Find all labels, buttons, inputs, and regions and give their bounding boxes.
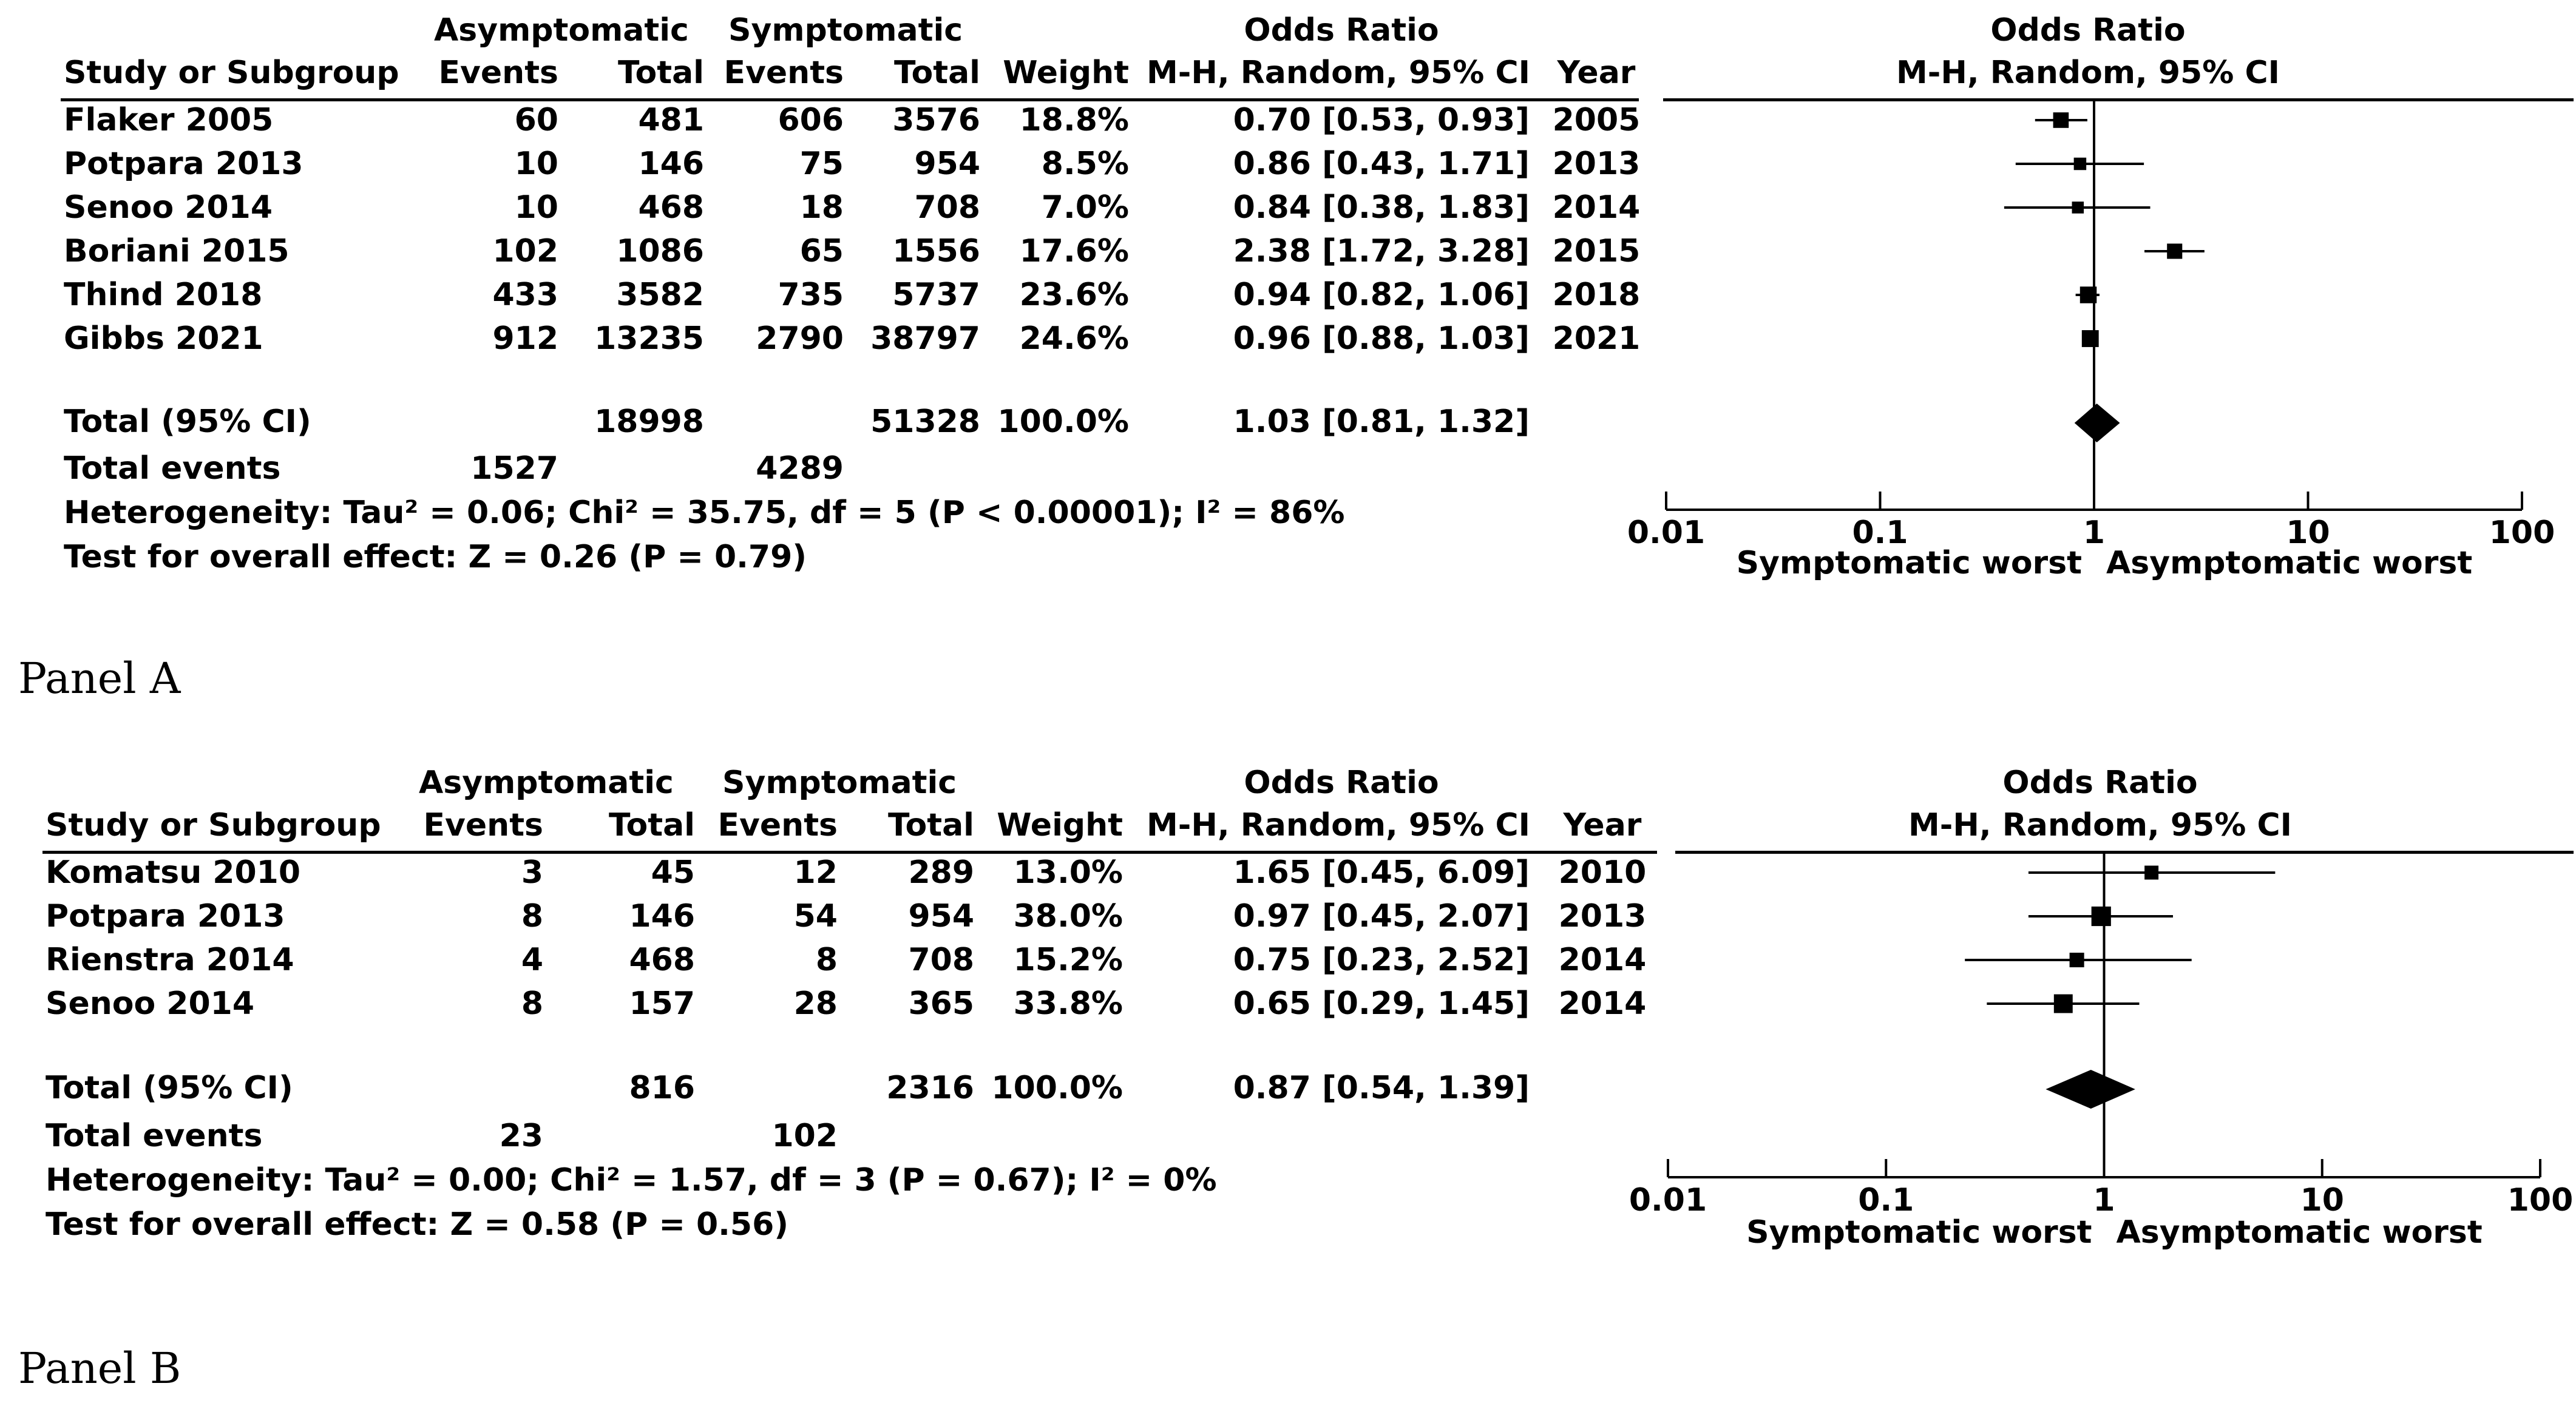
weight-value: 33.8% — [1013, 985, 1123, 1022]
column-effect: M-H, Random, 95% CI — [1147, 55, 1530, 91]
year-value: 2013 — [1558, 898, 1647, 935]
axis-label-right: Asymptomatic worst — [2106, 545, 2473, 581]
odds-ratio-value: 0.65 [0.29, 1.45] — [1233, 985, 1530, 1022]
ctl-events-value: 54 — [793, 898, 838, 935]
odds-ratio-value: 0.84 [0.38, 1.83] — [1233, 189, 1530, 226]
column-year: Year — [1557, 55, 1636, 91]
ctl-total-value: 289 — [908, 854, 974, 891]
study-point-estimate — [2053, 112, 2069, 128]
total-events-label: Total events — [64, 450, 281, 487]
year-value: 2014 — [1552, 189, 1641, 226]
year-value: 2013 — [1552, 146, 1641, 182]
exp-total-value: 468 — [629, 942, 695, 978]
study-point-estimate — [2092, 907, 2111, 926]
year-value: 2015 — [1552, 233, 1641, 269]
weight-value: 13.0% — [1013, 854, 1123, 891]
year-value: 2014 — [1558, 985, 1647, 1022]
odds-ratio-value: 0.75 [0.23, 2.52] — [1233, 942, 1530, 978]
exp-total-value: 3582 — [616, 277, 704, 313]
overall-effect: Test for overall effect: Z = 0.26 (P = 0.79) — [64, 539, 807, 575]
column-ctl-total: Total — [893, 55, 980, 91]
column-ctl-total: Total — [887, 807, 974, 843]
exp-total-value: 13235 — [594, 320, 704, 357]
ctl-events-value: 12 — [793, 854, 838, 891]
x-axis-tick-label: 10 — [2286, 515, 2330, 551]
exp-total-value: 45 — [651, 854, 695, 891]
column-exp-events: Events — [423, 807, 543, 843]
plot-header-odds-ratio: Odds Ratio — [2002, 765, 2198, 801]
year-value: 2018 — [1552, 277, 1641, 313]
heterogeneity: Heterogeneity: Tau² = 0.00; Chi² = 1.57, df = 3 (P = 0.67); I² = 0% — [46, 1162, 1217, 1198]
study-point-estimate — [2082, 330, 2099, 347]
exp-events-value: 433 — [492, 277, 558, 313]
ctl-total-value: 954 — [914, 146, 980, 182]
study-name: Flaker 2005 — [64, 102, 274, 138]
total-events-ctl: 102 — [771, 1118, 838, 1154]
axis-label-left: Symptomatic worst — [1746, 1214, 2092, 1251]
study-name: Boriani 2015 — [64, 233, 290, 269]
exp-total-value: 157 — [629, 985, 695, 1022]
axis-label-right: Asymptomatic worst — [2116, 1214, 2483, 1251]
ctl-total-value: 3576 — [892, 102, 980, 138]
pooled-estimate-diamond — [2046, 1070, 2135, 1109]
weight-value: 15.2% — [1013, 942, 1123, 978]
study-name: Gibbs 2021 — [64, 320, 263, 357]
odds-ratio-value: 2.38 [1.72, 3.28] — [1233, 233, 1530, 269]
study-point-estimate — [2072, 201, 2084, 214]
total-exp-total: 816 — [629, 1070, 695, 1106]
ctl-events-value: 8 — [815, 942, 838, 978]
study-name: Senoo 2014 — [64, 189, 273, 226]
column-study: Study or Subgroup — [46, 807, 381, 843]
odds-ratio-value: 0.94 [0.82, 1.06] — [1233, 277, 1530, 313]
column-study: Study or Subgroup — [64, 55, 399, 91]
total-events-exp: 23 — [499, 1118, 543, 1154]
weight-value: 17.6% — [1019, 233, 1129, 269]
x-axis-tick-label: 0.1 — [1852, 515, 1908, 551]
exp-events-value: 4 — [521, 942, 543, 978]
year-value: 2014 — [1558, 942, 1647, 978]
ctl-events-value: 735 — [778, 277, 844, 313]
column-effect: M-H, Random, 95% CI — [1147, 807, 1530, 843]
weight-value: 38.0% — [1013, 898, 1123, 935]
study-point-estimate — [2144, 866, 2158, 880]
study-name: Potpara 2013 — [64, 146, 303, 182]
ctl-events-value: 2790 — [756, 320, 844, 357]
forest-plot-b — [0, 752, 2576, 1406]
ctl-total-value: 708 — [914, 189, 980, 226]
heterogeneity: Heterogeneity: Tau² = 0.06; Chi² = 35.75, df = 5 (P < 0.00001); I² = 86% — [64, 495, 1345, 531]
header-symptomatic: Symptomatic — [728, 12, 963, 49]
total-weight: 100.0% — [991, 1070, 1123, 1106]
study-name: Rienstra 2014 — [46, 942, 294, 978]
study-point-estimate — [2167, 243, 2182, 259]
year-value: 2010 — [1558, 854, 1647, 891]
exp-events-value: 10 — [514, 189, 558, 226]
ctl-events-value: 28 — [793, 985, 838, 1022]
ctl-events-value: 606 — [778, 102, 844, 138]
exp-events-value: 8 — [521, 985, 543, 1022]
weight-value: 23.6% — [1019, 277, 1129, 313]
x-axis-tick-label: 100 — [2489, 515, 2555, 551]
column-exp-events: Events — [438, 55, 558, 91]
total-events-ctl: 4289 — [756, 450, 844, 487]
study-point-estimate — [2054, 995, 2073, 1013]
exp-total-value: 468 — [638, 189, 704, 226]
ctl-total-value: 365 — [908, 985, 974, 1022]
total-odds-ratio: 1.03 [0.81, 1.32] — [1233, 404, 1530, 440]
exp-total-value: 1086 — [616, 233, 704, 269]
study-name: Potpara 2013 — [46, 898, 285, 935]
pooled-estimate-diamond — [2075, 404, 2120, 442]
ctl-events-value: 65 — [799, 233, 844, 269]
header-asymptomatic: Asymptomatic — [434, 12, 689, 49]
odds-ratio-value: 0.86 [0.43, 1.71] — [1233, 146, 1530, 182]
ctl-total-value: 954 — [908, 898, 974, 935]
exp-total-value: 146 — [638, 146, 704, 182]
column-exp-total: Total — [617, 55, 704, 91]
exp-events-value: 912 — [492, 320, 558, 357]
exp-events-value: 60 — [514, 102, 558, 138]
odds-ratio-value: 0.97 [0.45, 2.07] — [1233, 898, 1530, 935]
exp-events-value: 3 — [521, 854, 543, 891]
total-events-exp: 1527 — [470, 450, 558, 487]
total-label: Total (95% CI) — [64, 404, 311, 440]
axis-label-left: Symptomatic worst — [1736, 545, 2082, 581]
x-axis-tick-label: 1 — [2093, 1182, 2115, 1218]
year-value: 2005 — [1552, 102, 1641, 138]
column-ctl-events: Events — [717, 807, 838, 843]
x-axis-tick-label: 100 — [2507, 1182, 2574, 1218]
weight-value: 7.0% — [1041, 189, 1129, 226]
header-odds-ratio: Odds Ratio — [1244, 12, 1439, 49]
exp-total-value: 481 — [638, 102, 704, 138]
header-odds-ratio: Odds Ratio — [1244, 765, 1439, 801]
total-label: Total (95% CI) — [46, 1070, 293, 1106]
column-weight: Weight — [997, 807, 1123, 843]
panel-label-a: Panel A — [18, 654, 181, 703]
weight-value: 8.5% — [1041, 146, 1129, 182]
ctl-total-value: 38797 — [870, 320, 980, 357]
study-name: Senoo 2014 — [46, 985, 255, 1022]
odds-ratio-value: 0.70 [0.53, 0.93] — [1233, 102, 1530, 138]
column-ctl-events: Events — [724, 55, 844, 91]
total-events-label: Total events — [46, 1118, 263, 1154]
odds-ratio-value: 1.65 [0.45, 6.09] — [1233, 854, 1530, 891]
total-weight: 100.0% — [997, 404, 1129, 440]
ctl-total-value: 708 — [908, 942, 974, 978]
x-axis-tick-label: 0.01 — [1629, 1182, 1707, 1218]
weight-value: 18.8% — [1019, 102, 1129, 138]
study-name: Thind 2018 — [64, 277, 263, 313]
exp-events-value: 8 — [521, 898, 543, 935]
ctl-events-value: 75 — [799, 146, 844, 182]
study-name: Komatsu 2010 — [46, 854, 301, 891]
ctl-events-value: 18 — [799, 189, 844, 226]
column-exp-total: Total — [608, 807, 695, 843]
exp-total-value: 146 — [629, 898, 695, 935]
total-exp-total: 18998 — [594, 404, 704, 440]
total-ctl-total: 51328 — [870, 404, 980, 440]
column-year: Year — [1563, 807, 1642, 843]
exp-events-value: 102 — [492, 233, 558, 269]
total-ctl-total: 2316 — [886, 1070, 974, 1106]
year-value: 2021 — [1552, 320, 1641, 357]
weight-value: 24.6% — [1019, 320, 1129, 357]
total-odds-ratio: 0.87 [0.54, 1.39] — [1233, 1070, 1530, 1106]
ctl-total-value: 5737 — [892, 277, 980, 313]
study-point-estimate — [2074, 158, 2086, 170]
exp-events-value: 10 — [514, 146, 558, 182]
study-point-estimate — [2070, 953, 2084, 967]
plot-column-effect: M-H, Random, 95% CI — [1908, 807, 2292, 843]
x-axis-tick-label: 0.01 — [1627, 515, 1706, 551]
column-weight: Weight — [1003, 55, 1129, 91]
x-axis-tick-label: 1 — [2083, 515, 2106, 551]
panel-label-b: Panel B — [18, 1343, 181, 1393]
plot-column-effect: M-H, Random, 95% CI — [1896, 55, 2280, 91]
x-axis-tick-label: 0.1 — [1858, 1182, 1914, 1218]
overall-effect: Test for overall effect: Z = 0.58 (P = 0.56) — [46, 1206, 789, 1243]
ctl-total-value: 1556 — [892, 233, 980, 269]
header-asymptomatic: Asymptomatic — [419, 765, 674, 801]
odds-ratio-value: 0.96 [0.88, 1.03] — [1233, 320, 1530, 357]
header-symptomatic: Symptomatic — [722, 765, 957, 801]
plot-header-odds-ratio: Odds Ratio — [1990, 12, 2186, 49]
x-axis-tick-label: 10 — [2300, 1182, 2344, 1218]
forest-plot-panel-b — [0, 752, 2576, 1406]
